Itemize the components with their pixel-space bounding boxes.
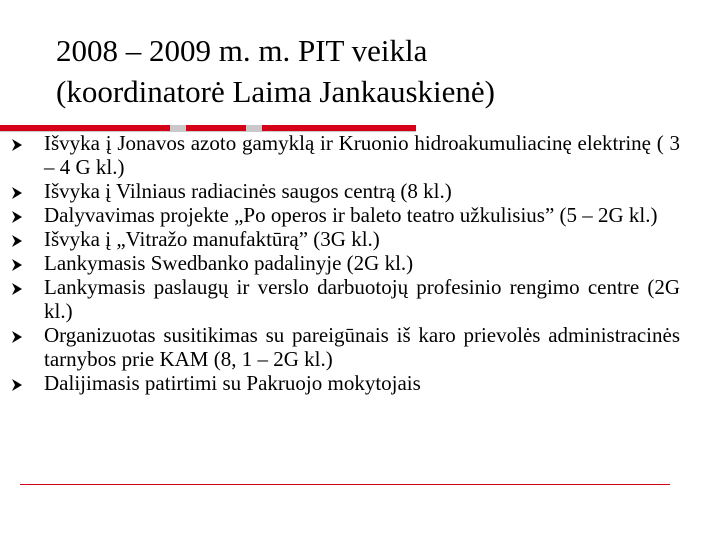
arrowhead-bullet-icon	[12, 211, 22, 223]
list-item-text: Organizuotas susitikimas su pareigūnais iš karo prievolės administracinės tarnybos prie KAM (8, 1 – 2G kl.)	[44, 323, 680, 371]
list-item	[0, 251, 720, 275]
arrowhead-bullet-icon	[12, 259, 22, 271]
list-item	[0, 179, 720, 203]
list-item-text: Dalijimasis patirtimi su Pakruojo mokytojais	[44, 371, 421, 395]
list-item	[0, 131, 720, 179]
list-item-text: Dalyvavimas projekte „Po operos ir baleto teatro užkulisius” (5 – 2G kl.)	[44, 203, 658, 227]
list-item	[0, 227, 720, 251]
bottom-divider	[20, 484, 670, 485]
arrowhead-bullet-icon	[12, 187, 22, 199]
bullet-list	[0, 131, 720, 395]
list-item-text: Išvyka į Jonavos azoto gamyklą ir Kruonio hidroakumuliacinę elektrinę ( 3 – 4 G kl.)	[44, 131, 680, 179]
slide-title	[56, 30, 656, 112]
slide-title-line-1: 2008 – 2009 m. m. PIT veikla	[56, 33, 428, 68]
arrowhead-bullet-icon	[12, 139, 22, 151]
list-item-text: Lankymasis Swedbanko padalinyje (2G kl.)	[44, 251, 414, 275]
list-item-text: Lankymasis paslaugų ir verslo darbuotojų profesinio rengimo centre (2G kl.)	[44, 275, 680, 323]
arrowhead-bullet-icon	[12, 283, 22, 295]
arrowhead-bullet-icon	[12, 235, 22, 247]
arrowhead-bullet-icon	[12, 331, 22, 343]
list-item	[0, 203, 720, 227]
list-item	[0, 275, 720, 323]
slide-title-line-2: (koordinatorė Laima Jankauskienė)	[56, 74, 495, 109]
arrowhead-bullet-icon	[12, 379, 22, 391]
list-item	[0, 371, 720, 395]
list-item	[0, 323, 720, 371]
list-item-text: Išvyka į Vilniaus radiacinės saugos centrą (8 kl.)	[44, 179, 452, 203]
list-item-text: Išvyka į „Vitražo manufaktūrą” (3G kl.)	[44, 227, 380, 251]
